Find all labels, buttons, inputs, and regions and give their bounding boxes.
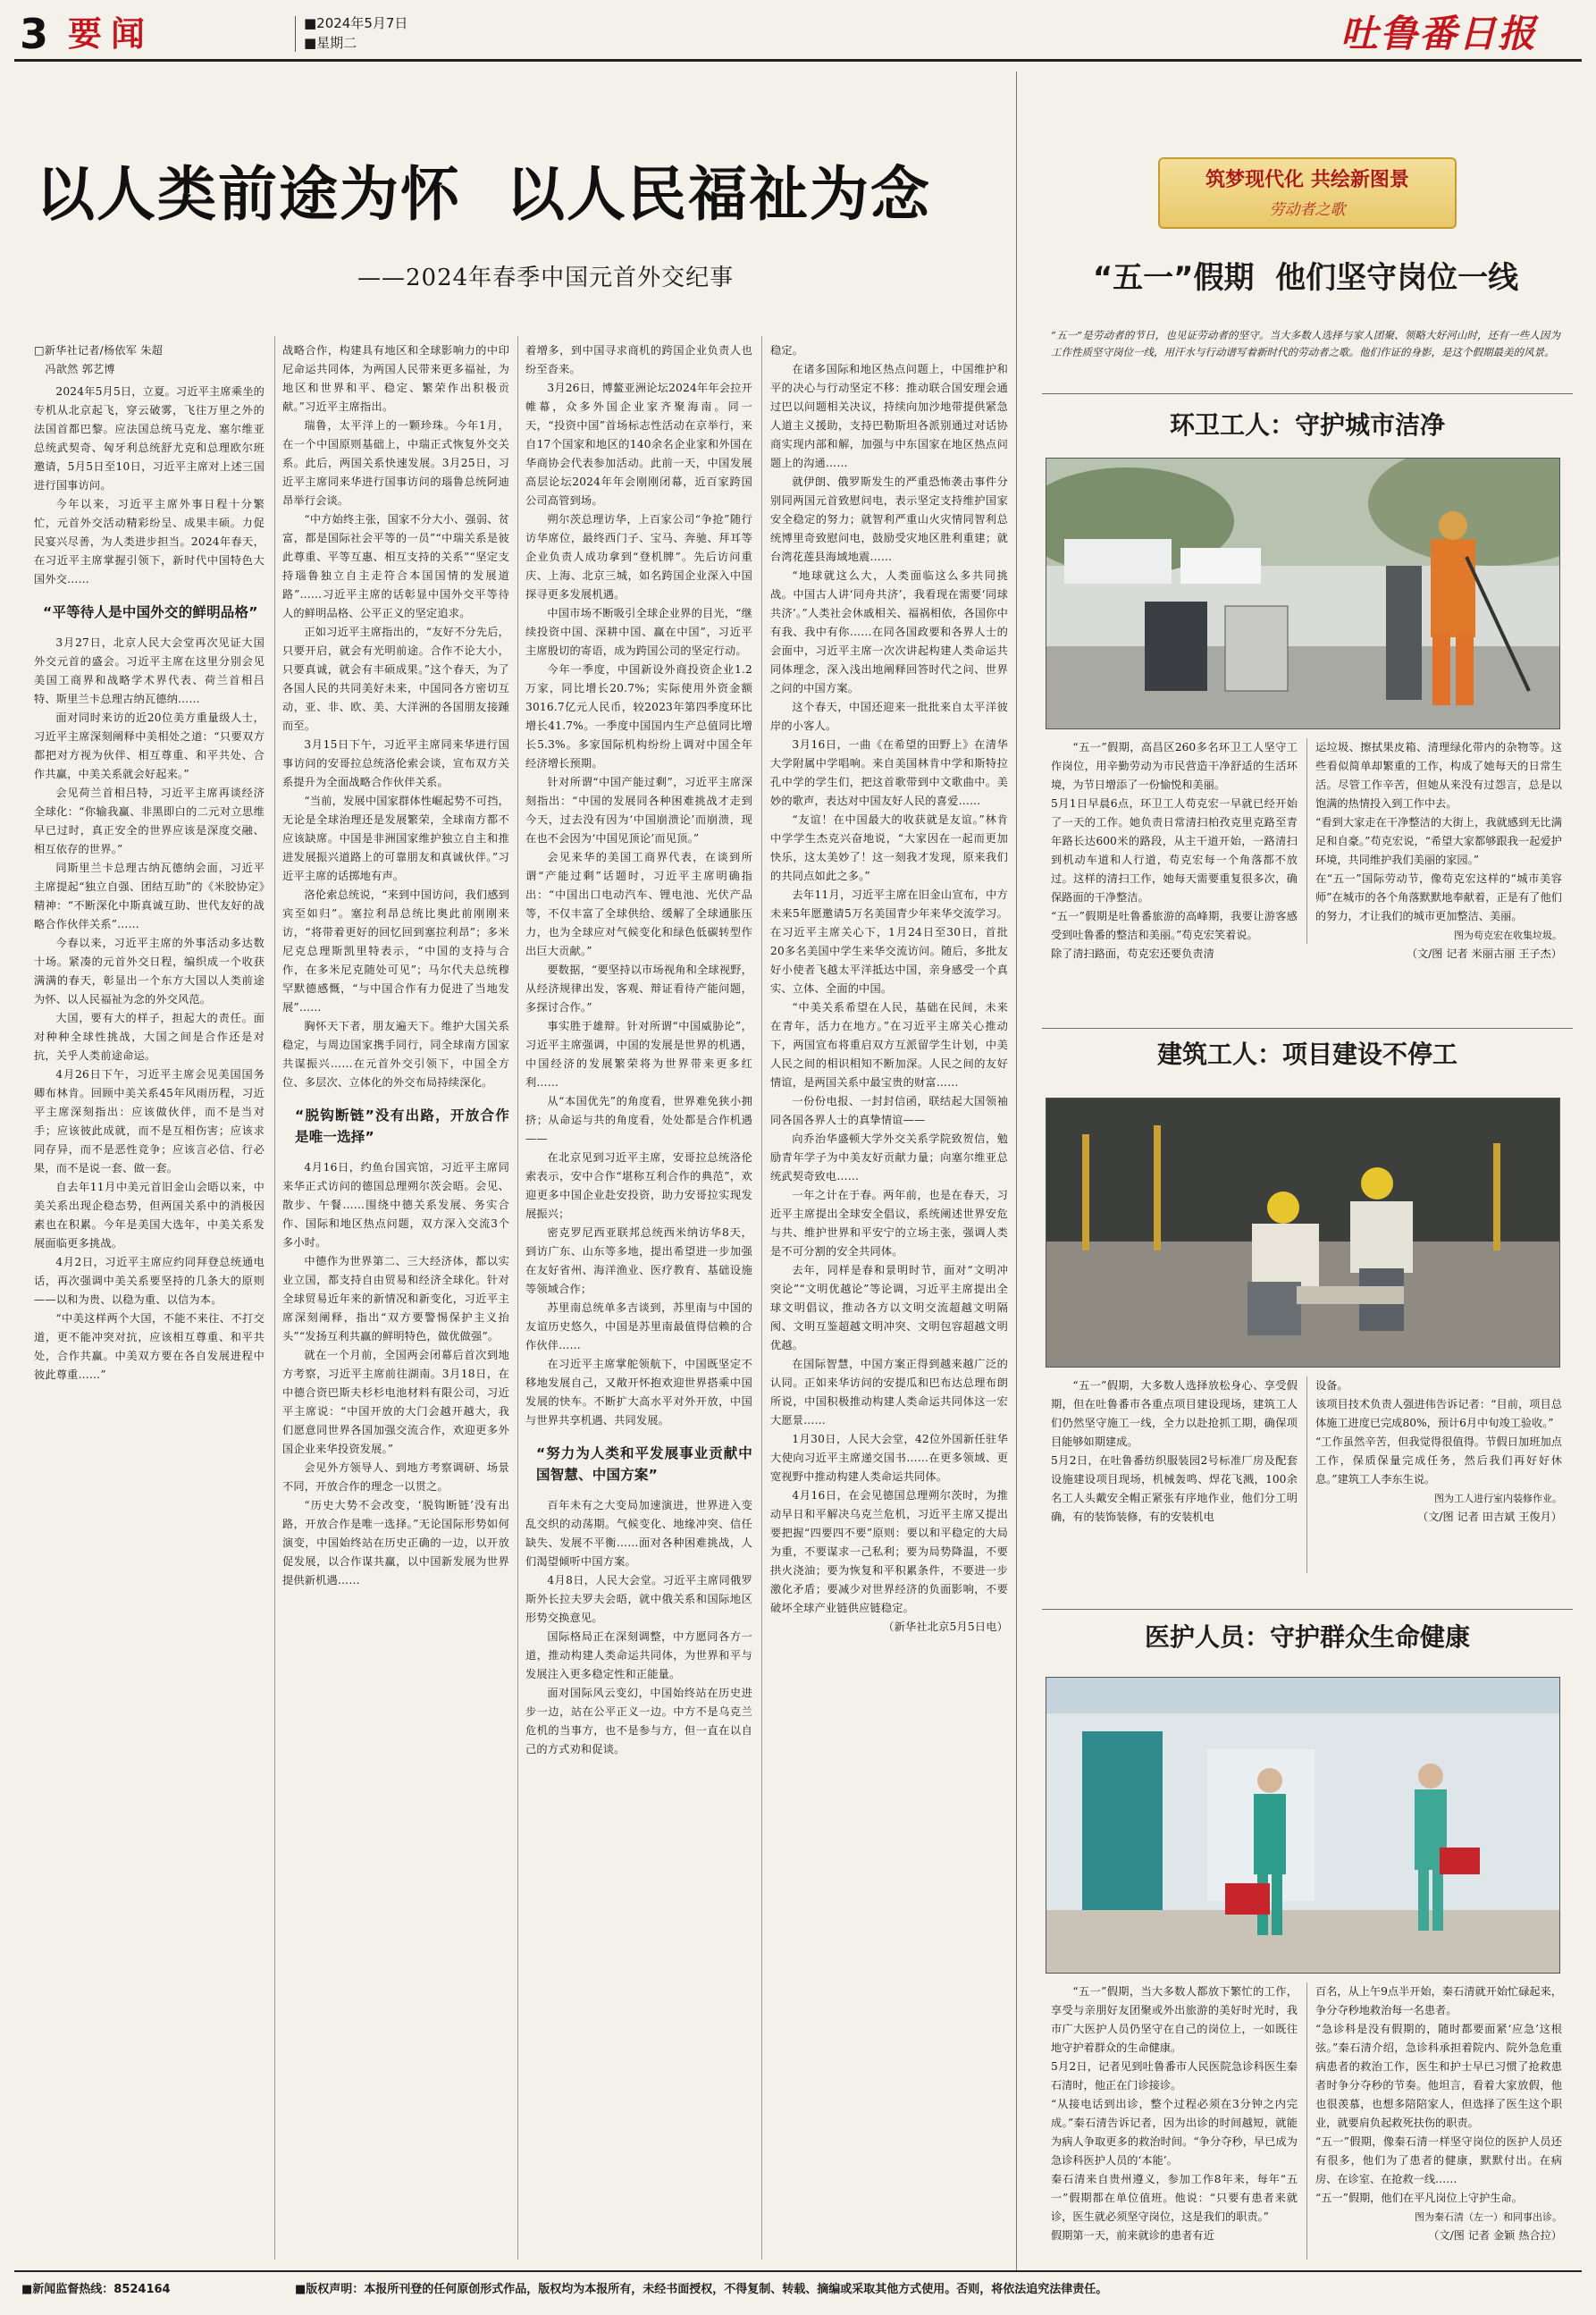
paragraph: 自去年11月中美元首旧金山会晤以来，中美关系出现企稳态势，但两国关系中的消极因素也在积累。今年是美国大选年，中美关系发展面临更多挑战。 — [34, 1181, 265, 1250]
paragraph: 就在一个月前，全国两会闭幕后首次到地方考察，习近平主席前往湖南。3月18日，在中德合资巴斯夫杉杉电池材料有限公司，习近平主席说：“中国开放的大门会越开越大，我们愿意同世界各国加强交流合作，欢迎更多外国企业来华投资发展。” — [282, 1349, 509, 1455]
section-title: 环卫工人：守护城市洁净 — [1169, 410, 1445, 440]
article-column-2 — [282, 341, 509, 1590]
paragraph: 就伊朗、俄罗斯发生的严重恐怖袭击事件分别同两国元首致慰问电，表示坚定支持维护国家安全稳定的努力；就智利严重山火灾情同智利总统博里奇致慰问电，鼓励受灾地区胜利重建；就台湾花莲县海域地震…… — [770, 476, 1008, 563]
paragraph: “中美这样两个大国，不能不来往、不打交道，更不能冲突对抗，应该相互尊重、和平共处，合作共赢。中美双方要在各自发展进程中彼此尊重……” — [34, 1312, 265, 1381]
main-subheadline: ——2024年春季中国元首外交纪事 — [357, 265, 735, 291]
paragraph: “五一”假期，当大多数人都放下繁忙的工作，享受与亲朋好友团聚或外出旅游的美好时光时，我市广大医护人员仍坚守在自己的岗位上，一如既往地守护着群众的生命健康。 5月2日，记者见到吐鲁番市人民医院急诊科医生秦石清时，他正在门诊接诊。 “从接电话到出诊，整个过程必须在3分钟之内完成。”秦石清告诉记者，因为出诊的时间越短，就能为病人争取更多的救治时间。“争分夺秒，早已成为急诊科医护人员的‘本能’。 秦石清来自贵州遵义，参加工作8年来，每年“五一”假期都在单位值班。他说：“只要有患者来就诊，医生就必须坚守岗位，这是我们的职责。” 假期第一天，前来就诊的患者有近 — [1051, 1985, 1298, 2242]
hotline: ■新闻监督热线：8524164 — [21, 2283, 171, 2296]
paragraph: 2024年5月5日，立夏。习近平主席乘坐的专机从北京起飞，穿云破雾，飞往万里之外的法国首都巴黎。应法国总统马克龙、塞尔维亚总统武契奇、匈牙利总统舒尤克和总理欧尔班邀请，5月5日至10日，习近平主席对上述三国进行国事访问。 — [34, 385, 265, 492]
photo-caption: 图为工人进行室内装修作业。 — [1434, 1493, 1562, 1504]
paragraph: 4月2日，习近平主席应约同拜登总统通电话，再次强调中美关系要坚持的几条大的原则——以和为贵、以稳为重、以信为本。 — [34, 1256, 265, 1306]
section-title: 医护人员：守护群众生命健康 — [1144, 1622, 1470, 1652]
paragraph: 4月16日，在会见德国总理朔尔茨时，为推动早日和平解决乌克兰危机，习近平主席又提出要把握“四要四不要”原则：要以和平稳定的大局为重，不要谋求一己私利；要为局势降温，不要拱火浇油；要为恢复和平积累条件，不要进一步激化矛盾；要减少对世界经济的负面影响，不要破坏全球产业链供应链稳定。 — [770, 1489, 1008, 1614]
feature-intro: “五一”是劳动者的节日，也见证劳动者的坚守。当大多数人选择与家人团聚、领略大好河山时，还有一些人因为工作性质坚守岗位一线，用汗水与行动谱写着新时代的劳动者之歌。他们作证的身影，是这个假期最美的风景。 — [1051, 329, 1560, 358]
paragraph: 洛伦索总统说，“来到中国访问，我们感到宾至如归”。塞拉利昂总统比奥此前刚刚来访，“将带着更好的回忆回到塞拉利昂”；多米尼克总理斯凯里特表示，“中国的支持与合作，在多米尼克随处可见”；马尔代夫总统穆罕默德感慨，“与中国合作有力促进了当地发展”…… — [282, 888, 509, 1014]
article-column-1 — [34, 341, 265, 1385]
paragraph: “历史大势不会改变，‘脱钩断链’没有出路，开放合作是唯一选择。”无论国际形势如何演变，中国始终站在历史正确的一边，以开放促发展，以合作谋共赢，以中国新发展为世界提供新机遇…… — [282, 1499, 509, 1587]
paragraph: 百年未有之大变局加速演进，世界进入变乱交织的动荡期。气候变化、地缘冲突、信任缺失、发展不平衡……面对各种困难挑战，人们渴望倾听中国方案。 — [525, 1499, 752, 1568]
paragraph: 4月26日下午，习近平主席会见美国国务卿布林肯。回顾中美关系45年风雨历程，习近平主席深刻指出：应该做伙伴，而不是当对手；应该彼此成就，而不是互相伤害；应该求同存异，而不是恶性竞争；应该言必信、行必果，而不是说一套、做一套。 — [34, 1068, 265, 1174]
page-number: 3 — [20, 10, 49, 58]
paragraph: 在北京见到习近平主席，安哥拉总统洛伦索表示，安中合作“堪称互利合作的典范”，欢迎更多中国企业赴安投资，助力安哥拉实现发展振兴； — [525, 1151, 752, 1220]
paragraph: 今春以来，习近平主席的外事活动多达数十场。紧凑的元首外交日程，编织成一个收获满满的春天，彰显出一个东方大国以人类前途为怀、以人民福祉为念的外交风范。 — [34, 937, 265, 1006]
banner-subtitle: 劳动者之歌 — [1269, 201, 1346, 219]
paragraph: 胸怀天下者，朋友遍天下。维护大国关系稳定，与周边国家携手同行，同全球南方国家共谋振兴……在元首外交引领下，中国全方位、多层次、立体化的外交布局持续深化。 — [282, 1020, 509, 1089]
paragraph: 瑞鲁，太平洋上的一颗珍珠。今年1月，在一个中国原则基础上，中瑞正式恢复外交关系。此后，两国关系快速发展。3月25日，习近平主席同来华进行国事访问的瑙鲁总统阿迪昂举行会谈。 — [282, 419, 509, 507]
credit: （文/图 记者 米丽古丽 王子杰） — [1406, 947, 1562, 960]
section-text-left — [1051, 1982, 1298, 2245]
paragraph: 运垃圾、擦拭果皮箱、清理绿化带内的杂物等。这些看似简单却繁重的工作，构成了她每天的日常生活。尽管工作辛苦，但她从来没有过怨言，总是以饱满的热情投入到工作中去。 “看到大家走在干净整洁的大街上，我就感到无比满足和自豪。”苟克宏说，“希望大家都够跟我一起爱护环境，共同维护我们美丽的家园。” 在“五一”国际劳动节，像苟克宏这样的“城市美容师”在城市的各个角落默默地奉献着，正是有了他们的努力，才让我们的城市更加整洁、美丽。 — [1315, 741, 1562, 922]
main-headline: 以人类前途为怀 以人民福祉为念 — [36, 160, 931, 229]
paragraph: 在诸多国际和地区热点问题上，中国维护和平的决心与行动坚定不移：推动联合国安理会通过巴以问题相关决议，持续向加沙地带提供紧急人道主义援助，支持巴勒斯坦各派别通过对话协商实现内部和解，加强与中东国家在地区热点问题上的沟通…… — [770, 363, 1008, 469]
paragraph: 针对所谓“中国产能过剩”，习近平主席深刻指出：“中国的发展同各种困难挑战才走到今天，过去没有因为‘中国崩溃论’而崩溃，现在也不会因为‘中国见顶论’而见顶。” — [525, 776, 752, 845]
paragraph: “五一”假期，大多数人选择放松身心、享受假期，但在吐鲁番市各重点项目建设现场，建筑工人们仍然坚守施工一线，全力以赴抢抓工期，确保项目能够如期建成。 5月2日，在吐鲁番纺织服装园2号标准厂房及配套设施建设项目现场，机械轰鸣、焊花飞溅，100余名工人头戴安全帽正紧张有序地作业，他们分工明确，有的装饰装修，有的安装机电 — [1051, 1379, 1298, 1523]
feature-headline: “五一”假期 他们坚守岗位一线 — [1092, 260, 1519, 296]
paragraph: 着增多，到中国寻求商机的跨国企业负责人也纷至沓来。 — [525, 344, 752, 375]
paragraph: 3月26日，博鳌亚洲论坛2024年年会拉开帷幕，众多外国企业家齐聚海南。同一天，“投资中国”首场标志性活动在京举行，来自17个国家和地区的140余名企业家和外国在华商协会代表参加活动。此前一天，中国发展高层论坛2024年年会刚刚闭幕，近百家跨国公司高管到场。 — [525, 382, 752, 507]
banner-title: 筑梦现代化 共绘新图景 — [1205, 169, 1409, 191]
paragraph: 密克罗尼西亚联邦总统西米纳访华8天，到访广东、山东等多地，提出希望进一步加强在友好省州、海洋渔业、医疗教育、基础设施等领域合作； — [525, 1226, 752, 1295]
paragraph: “当前，发展中国家群体性崛起势不可挡，无论是全球治理还是发展繁荣，全球南方都不应该缺席。中国是非洲国家维护独立自主和推进发展振兴道路上的可靠朋友和真诚伙伴。”习近平主席的话掷地有声。 — [282, 795, 509, 882]
byline: □新华社记者/杨依军 朱超 冯歆然 郭艺博 — [34, 344, 163, 375]
paragraph: 大国，要有大的样子，担起大的责任。面对种种全球性挑战，大国之间是合作还是对抗，关乎人类前途命运。 — [34, 1012, 265, 1062]
paragraph: 4月8日，人民大会堂。习近平主席同俄罗斯外长拉夫罗夫会晤，就中俄关系和国际地区形势交换意见。 — [525, 1574, 752, 1624]
paragraph: 会见来华的美国工商界代表，在谈到所谓“产能过剩”话题时，习近平主席明确指出：“中国出口电动汽车、锂电池、光伏产品等，不仅丰富了全球供给、缓解了全球通胀压力，也为全球应对气候变化和绿色低碳转型作出巨大贡献。” — [525, 851, 752, 957]
feature-banner — [1158, 157, 1457, 229]
paragraph: 苏里南总统单多吉谈到，苏里南与中国的友谊历史悠久，中国是苏里南最值得信赖的合作伙伴…… — [525, 1301, 752, 1351]
photo-caption: 图为苟克宏在收集垃圾。 — [1454, 930, 1562, 941]
article-column-4 — [770, 341, 1008, 1637]
paragraph: “中美关系希望在人民，基础在民间，未来在青年，活力在地方。”在习近平主席关心推动下，两国宣布将重启双方互派留学生计划，中美人民之间的相识相知不断加深。人民之间的友好情谊，是两国关系中最宝贵的财富…… — [770, 1001, 1008, 1089]
paragraph: 3月15日下午，习近平主席同来华进行国事访问的安哥拉总统洛伦索会谈，宣布双方关系提升为全面战略合作伙伴关系。 — [282, 738, 509, 788]
paragraph: “友谊！在中国最大的收获就是友谊。”林肯中学学生杰克兴奋地说，“大家因在一起而更加快乐，这太美妙了！这一刻我才发现，原来我们的共同点如此之多。” — [770, 813, 1008, 882]
paragraph: 要数据，“要坚持以市场视角和全球视野，从经济规律出发，客观、辩证看待产能问题，多探讨合作。” — [525, 964, 752, 1014]
masthead-logo: 吐鲁番日报 — [1340, 12, 1538, 55]
photo-sanitation-worker — [1046, 458, 1560, 729]
paragraph: 去年11月，习近平主席在旧金山宣布，中方未来5年愿邀请5万名美国青少年来华交流学习。在习近平主席关心下，1月24日至30日，首批20多名美国中学生来华交流访问。随后，多批友好小使者飞越太平洋抵达中国，亲身感受一个真实、立体、全面的中国。 — [770, 888, 1008, 995]
paragraph: 1月30日，人民大会堂，42位外国新任驻华大使向习近平主席递交国书……在更多领域、更宽视野中推动构建人类命运共同体。 — [770, 1433, 1008, 1483]
credit: （文/图 记者 田吉斌 王俊月） — [1417, 1511, 1562, 1523]
paragraph: 3月27日，北京人民大会堂再次见证大国外交元首的盛会。习近平主席在这里分别会见美国工商界和战略学术界代表、荷兰首相吕特、斯里兰卡总理古纳瓦德纳…… — [34, 636, 265, 705]
photo-construction-workers — [1046, 1098, 1560, 1368]
paragraph: 设备。 该项目技术负责人强进伟告诉记者：“目前，项目总体施工进度已完成80%，预计6月中旬竣工验收。” “工作虽然辛苦，但我觉得很值得。节假日加班加点工作，保质保量完成任务，然后我们再好好休息。”建筑工人李东生说。 — [1315, 1379, 1562, 1486]
paragraph: 4月16日，约鱼台国宾馆，习近平主席同来华正式访问的德国总理朔尔茨会晤。会见、散步、午餐……围绕中德关系发展、务实合作、国际和地区热点问题，双方深入交流3个多小时。 — [282, 1161, 509, 1249]
medical-photo-illustration — [1046, 1678, 1559, 1973]
paragraph: 会见外方领导人、到地方考察调研、场景不同，开放合作的理念一以贯之。 — [282, 1461, 509, 1493]
paragraph: 面对国际风云变幻，中国始终站在历史进步一边，站在公平正义一边。中方不是乌克兰危机的当事方，也不是参与方，但一直在以自己的方式劝和促谈。 — [525, 1687, 752, 1755]
header-rule — [14, 59, 1582, 62]
paragraph: 中国市场不断吸引全球企业界的目光，“继续投资中国、深耕中国、赢在中国”，习近平主席殷切的寄语，成为跨国公司的坚定行动。 — [525, 607, 752, 657]
paragraph: 在习近平主席掌舵领航下，中国既坚定不移地发展自己，又敞开怀抱欢迎世界搭乘中国发展的快车。不断扩大高水平对外开放，中国与世界共享机遇、共同发展。 — [525, 1358, 752, 1427]
paragraph: 国际格局正在深刻调整，中方愿同各方一道，推动构建人类命运共同体，为世界和平与发展注入更多稳定性和正能量。 — [525, 1630, 752, 1680]
subhead: “努力为人类和平发展事业贡献中国智慧、中国方案” — [536, 1445, 752, 1483]
paragraph: 3月16日，一曲《在希望的田野上》在清华大学附属中学唱响。来自美国林肯中学和斯特拉孔中学的学生们，把这首歌带到中文歌曲中。美妙的歌声，表达对中国友好人民的喜爱…… — [770, 738, 1008, 807]
paragraph: 向乔治华盛顿大学外交关系学院致贺信，勉励青年学子为中美友好贡献力量；向塞尔维亚总统武契奇致电…… — [770, 1132, 1008, 1183]
article-column-3 — [525, 341, 752, 1759]
paragraph: 一份份电报、一封封信函，联结起大国领袖同各国各界人士的真挚情谊—— — [770, 1095, 1008, 1126]
section-text-left — [1051, 1376, 1298, 1527]
section-text-right — [1315, 1376, 1562, 1527]
issue-weekday: ■星期二 — [304, 35, 357, 51]
footer-rule — [14, 2270, 1582, 2272]
paragraph: 今年以来，习近平主席外事日程十分繁忙，元首外交活动精彩纷呈、成果丰硕。力促民宴兴尽善，为人类进步担当。2024年春天，在习近平主席掌握引领下，新时代中国特色大国外交…… — [34, 498, 265, 585]
paragraph: 百名，从上午9点半开始，秦石清就开始忙碌起来，争分夺秒地救治每一名患者。 “急诊科是没有假期的，随时都要面紧‘应急’这根弦。”秦石清介绍，急诊科承担着院内、院外急危重病患者的救治工作，医生和护士早已习惯了抢救患者时争分夺秒的节奏。他坦言，看着大家放假，他也很羡慕，也想多陪陪家人，但选择了医生这个职业，就要肩负起救死扶伤的职责。 “五一”假期，像秦石清一样坚守岗位的医护人员还有很多，他们为了患者的健康，默默付出。在病房、在诊室、在抢救一线…… “五一”假期，他们在平凡岗位上守护生命。 — [1315, 1985, 1562, 2204]
paragraph: “五一”假期，高昌区260多名环卫工人坚守工作岗位，用辛勤劳动为市民营造干净舒适的生活环境，为节日增添了一份愉悦和美丽。 5月1日早晨6点，环卫工人苟克宏一早就已经开始了一天的工作。她负责日常清扫柏孜克里克路至青年路长达600米的路段，从主干道开始，一路清扫到机动车道和人行道，苟克宏每一个角落都不放过。这样的清扫工作，她每天需要重复很多次，确保路面的干净整洁。 “五一”假期是吐鲁番旅游的高峰期，我要让游客感受到吐鲁番的整洁和美丽。”苟克宏笑着说。 除了清扫路面，苟克宏还要负责清 — [1051, 741, 1298, 960]
section-title: 建筑工人：项目建设不停工 — [1156, 1040, 1457, 1069]
subhead: “脱钩断链”没有出路，开放合作是唯一选择” — [295, 1107, 509, 1145]
paragraph: 去年，同样是春和景明时节，面对“文明冲突论”“文明优越论”等论调，习近平主席提出全球文明倡议，推动各方以文明交流超越文明隔阂、文明互鉴超越文明冲突、文明包容超越文明优越。 — [770, 1264, 1008, 1351]
section-label: 要闻 — [68, 14, 155, 54]
paragraph: 今年一季度，中国新设外商投资企业1.2万家，同比增长20.7%；实际使用外资金额3016.7亿元人民币，较2023年第四季度环比增长41.7%。一季度中国国内生产总值同比增长5.3%。多家国际机构纷纷上调对中国全年经济增长预期。 — [525, 663, 752, 770]
paragraph: 稳定。 — [770, 344, 804, 357]
paragraph: 面对同时来访的近20位美方重量级人士，习近平主席深刻阐释中美相处之道：“只要双方都把对方视为伙伴、相互尊重、和平共处、合作共赢，中美关系就会好起来。” — [34, 711, 265, 780]
paragraph: 同斯里兰卡总理古纳瓦德纳会面，习近平主席提起“独立自强、团结互助”的《米胶协定》精神：“不断深化中斯真诚互助、世代友好的战略合作伙伴关系”…… — [34, 862, 265, 930]
section-text-right — [1315, 1982, 1562, 2245]
paragraph: 一年之计在于春。两年前，也是在春天，习近平主席提出全球安全倡议，系统阐述世界安危与共、维护世界和平安宁的立场主张，强调人类是不可分割的安全共同体。 — [770, 1189, 1008, 1258]
paragraph: 中德作为世界第二、三大经济体，都以实业立国，都支持自由贸易和经济全球化。针对全球贸易近年来的新情况和新变化，习近平主席深刻阐释，指出“双方要警惕保护主义抬头”“发扬互利共赢的鲜明特色，做优做强”。 — [282, 1255, 509, 1343]
paragraph: 这个春天，中国还迎来一批批来自太平洋彼岸的小客人。 — [770, 701, 1008, 732]
paragraph: 战略合作，构建具有地区和全球影响力的中印尼命运共同体，为两国人民带来更多福祉，为地区和世界和平、稳定、繁荣作出积极贡献。”习近平主席指出。 — [282, 344, 509, 413]
credit: （文/图 记者 金颖 热合拉） — [1428, 2229, 1562, 2242]
sanitation-photo-illustration — [1046, 459, 1559, 728]
photo-caption: 图为秦石清（左一）和同事出诊。 — [1415, 2211, 1562, 2223]
section-text-left — [1051, 738, 1298, 964]
paragraph: 事实胜于雄辩。针对所谓“中国威胁论”，习近平主席强调，中国的发展是世界的机遇，中国经济的发展繁荣将为世界带来更多红利…… — [525, 1020, 752, 1089]
section-text-right — [1315, 738, 1562, 964]
paragraph: 会见荷兰首相吕特，习近平主席再谈经济全球化：“你输我赢、非黑即白的二元对立思维早已过时，真正安全的世界应该是深度交融、相互依存的世界。” — [34, 787, 265, 855]
paragraph: 朔尔茨总理访华，上百家公司“争抢”随行访华席位，最终西门子、宝马、奔驰、拜耳等企业负责人成功拿到“登机牌”。先后访问重庆、上海、北京三城，如名跨国企业深入中国探寻更多发展机遇。 — [525, 513, 752, 601]
paragraph: “地球就这么大，人类面临这么多共同挑战。中国古人讲‘同舟共济’，我看现在需要‘同球共济’。”人类社会休戚相关、福祸相依，各国你中有我、我中有你……在同各国政要和各界人士的会面中，习近平主席一次次讲起构建人类命运共同体理念，深入浅出地阐释回答时代之问、世界之问的中国方案。 — [770, 569, 1008, 694]
photo-medical-staff — [1046, 1677, 1560, 1974]
issue-date: ■2024年5月7日 — [304, 15, 408, 31]
paragraph: 在国际智慧，中国方案正得到越来越广泛的认同。正如来华访问的安提瓜和巴布达总理布朗所说，中国积极推动构建人类命运共同体这一宏大愿景…… — [770, 1358, 1008, 1427]
paragraph: 从“本国优先”的角度看，世界难免狭小拥挤；从命运与共的角度看，处处都是合作机遇—— — [525, 1095, 752, 1145]
paragraph: 正如习近平主席指出的，“友好不分先后，只要开启，就会有光明前途。合作不论大小，只要真诚，就会有丰硕成果。”这个春天，为了各国人民的共同美好未来，中国同各方密切互动，亚、非、欧、美、大洋洲的各国朋友接踵而至。 — [282, 626, 509, 732]
copyright-notice: ■版权声明：本报所刊登的任何原创形式作品，版权均为本报所有，未经书面授权，不得复制、转载、摘编或采取其他方式使用。否则，将依法追究法律责任。 — [295, 2283, 1108, 2296]
construction-photo-illustration — [1046, 1099, 1559, 1367]
paragraph: “中方始终主张，国家不分大小、强弱、贫富，都是国际社会平等的一员”“中瑞关系是彼此尊重、平等互惠、相互支持的关系”“坚定支持瑙鲁独立自主走符合本国国情的发展道路”……习近平主席的话彰显中国外交平等待人的鲜明品格、公平正义的坚定追求。 — [282, 513, 509, 619]
dateline: （新华社北京5月5日电） — [883, 1620, 1008, 1633]
subhead: “平等待人是中国外交的鲜明品格” — [43, 604, 258, 620]
